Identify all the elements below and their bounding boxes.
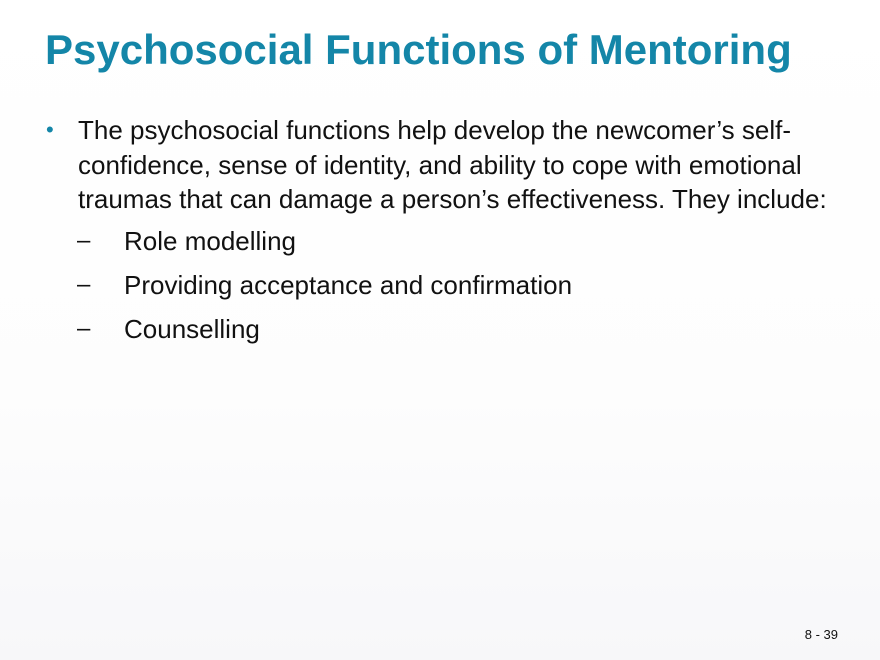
dash-icon: –: [77, 314, 91, 342]
sub-bullet-text: Providing acceptance and confirmation: [124, 269, 573, 300]
bullet-item: [45, 112, 845, 217]
bullet-dot-icon: •: [46, 117, 54, 142]
slide-title: Psychosocial Functions of Mentoring: [45, 26, 792, 73]
sub-bullet-item: [77, 222, 845, 266]
dash-icon: –: [77, 270, 91, 298]
slide-number: 8 - 39: [804, 627, 838, 642]
sub-bullet-item: [77, 266, 845, 310]
bullet-text: The psychosocial functions help develop the newcomer’s self-confidence, sense of identity, and ability to cope with emotional traumas that can damage a person’s effectiveness. They include:: [78, 115, 827, 214]
sub-bullet-text: Counselling: [124, 313, 260, 344]
sub-bullet-text: Role modelling: [124, 225, 296, 256]
dash-icon: –: [77, 226, 91, 254]
sub-bullet-item: [77, 310, 845, 354]
sub-bullet-list: [45, 222, 845, 354]
slide-content: [45, 112, 845, 354]
